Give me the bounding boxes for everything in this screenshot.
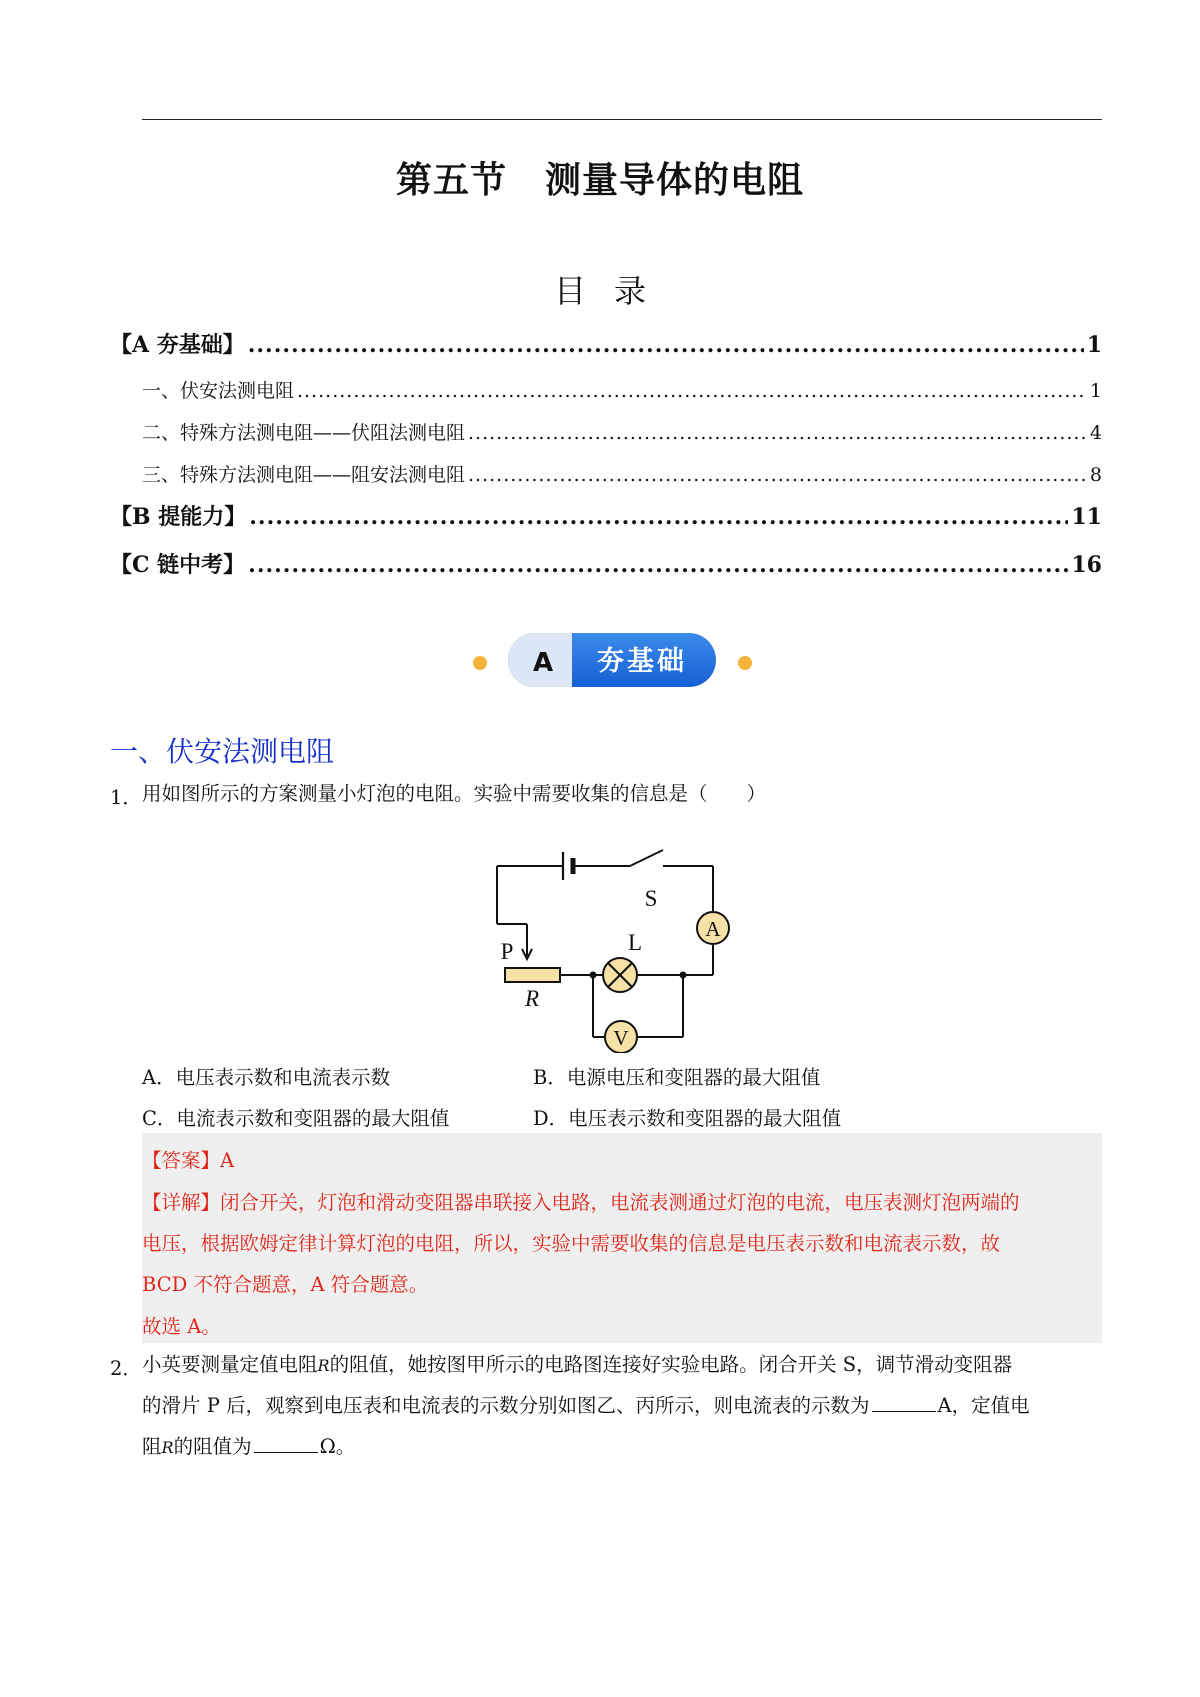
toc-leader — [248, 552, 1068, 578]
question-stem-line — [142, 1344, 1012, 1386]
section-banner — [360, 628, 865, 694]
voltmeter-label: V — [613, 1026, 629, 1050]
answer-blank-current[interactable] — [872, 1410, 936, 1412]
rheostat-label: R — [524, 986, 540, 1011]
switch-label: S — [644, 886, 658, 911]
circuit-diagram — [485, 838, 735, 1053]
stem-text: 的阻值为 — [173, 1435, 252, 1458]
toc-entry-label: 三、特殊方法测电阻——阻安法测电阻 — [142, 464, 466, 486]
answer-blank-resistance[interactable] — [254, 1451, 318, 1453]
title-section-number: 第五节 — [395, 160, 507, 201]
toc-entry[interactable] — [142, 376, 1102, 403]
option-text: 电压表示数和电流表示数 — [175, 1066, 391, 1089]
banner-text: 夯基础 — [597, 646, 687, 677]
toc-entry-page: 8 — [1089, 464, 1102, 486]
toc-leader — [468, 422, 1087, 444]
variable-r: R — [317, 1356, 330, 1375]
toc-leader — [248, 332, 1084, 358]
header-rule — [142, 119, 1102, 120]
toc-leader — [249, 504, 1068, 530]
banner-dot-left — [473, 656, 487, 670]
toc-entry-page: 16 — [1071, 552, 1102, 578]
option-c[interactable] — [142, 1103, 449, 1131]
stem-text: 小英要测量定值电阻 — [142, 1353, 318, 1376]
toc-entry[interactable] — [142, 418, 1102, 445]
toc-entry-label: 【B 提能力】 — [110, 504, 247, 530]
toc-entry-page: 11 — [1071, 504, 1102, 530]
toc-entry-label: 【C 链中考】 — [110, 552, 246, 578]
rheostat — [505, 968, 560, 982]
banner-letter: A — [532, 648, 554, 678]
ammeter-label: A — [705, 917, 721, 941]
toc-entry[interactable] — [110, 328, 1102, 359]
page-title — [0, 152, 1200, 203]
lamp-symbol — [603, 958, 637, 992]
toc-entry-label: 二、特殊方法测电阻——伏阻法测电阻 — [142, 422, 466, 444]
lamp-label: L — [627, 930, 643, 955]
stem-text: 的滑片 P 后，观察到电压表和电流表的示数分别如图乙、丙所示，则电流表的示数为 — [142, 1394, 870, 1417]
option-text: 电源电压和变阻器的最大阻值 — [566, 1066, 821, 1089]
stem-text: 阻 — [142, 1435, 162, 1458]
toc-entry-label: 【A 夯基础】 — [110, 332, 245, 358]
toc-leader — [468, 464, 1087, 486]
option-text: 电压表示数和变阻器的最大阻值 — [568, 1107, 842, 1130]
toc-entry[interactable] — [142, 460, 1102, 487]
detail-line: 【详解】闭合开关，灯泡和滑动变阻器串联接入电路，电流表测通过灯泡的电流，电压表测灯泡两端的 — [142, 1191, 1020, 1214]
stem-text: 的阻值，她按图甲所示的电路图连接好实验电路。闭合开关 S，调节滑动变阻器 — [329, 1353, 1013, 1376]
question-stem-line — [142, 1426, 355, 1468]
toc-entry-page: 1 — [1089, 380, 1102, 402]
section-heading: 一、伏安法测电阻 — [110, 735, 335, 768]
option-key: C． — [142, 1107, 177, 1130]
option-d[interactable] — [533, 1103, 841, 1131]
toc-entry[interactable] — [110, 548, 1102, 579]
question-stem-line — [142, 1385, 1030, 1426]
toc-heading: 目录 — [553, 272, 674, 310]
option-key: D． — [533, 1107, 569, 1130]
banner-dot-right — [738, 656, 752, 670]
option-key: B． — [533, 1066, 567, 1089]
answer-line: 【答案】A — [142, 1149, 235, 1172]
toc-leader — [297, 380, 1087, 402]
toc-entry-page: 4 — [1089, 422, 1102, 444]
title-topic: 测量导体的电阻 — [545, 160, 805, 201]
stem-text: A，定值电 — [937, 1394, 1030, 1417]
toc-entry[interactable] — [110, 500, 1102, 531]
detail-line: 电压，根据欧姆定律计算灯泡的电阻，所以，实验中需要收集的信息是电压表示数和电流表示数，故 — [142, 1232, 1001, 1255]
question-stem: 用如图所示的方案测量小灯泡的电阻。实验中需要收集的信息是（ ） — [142, 782, 767, 805]
toc-entry-label: 一、伏安法测电阻 — [142, 380, 295, 402]
option-text: 电流表示数和变阻器的最大阻值 — [176, 1107, 450, 1130]
toc-entry-page: 1 — [1086, 332, 1102, 358]
option-a[interactable] — [142, 1062, 390, 1090]
stem-text: Ω。 — [319, 1435, 356, 1458]
detail-line: BCD 不符合题意，A 符合题意。 — [142, 1273, 429, 1296]
slider-label: P — [500, 939, 514, 964]
question-number: 1． — [110, 786, 142, 809]
option-b[interactable] — [533, 1062, 820, 1090]
detail-line: 故选 A。 — [142, 1315, 221, 1338]
option-key: A． — [142, 1066, 176, 1089]
question-number: 2． — [110, 1357, 142, 1380]
variable-r: R — [161, 1438, 174, 1457]
